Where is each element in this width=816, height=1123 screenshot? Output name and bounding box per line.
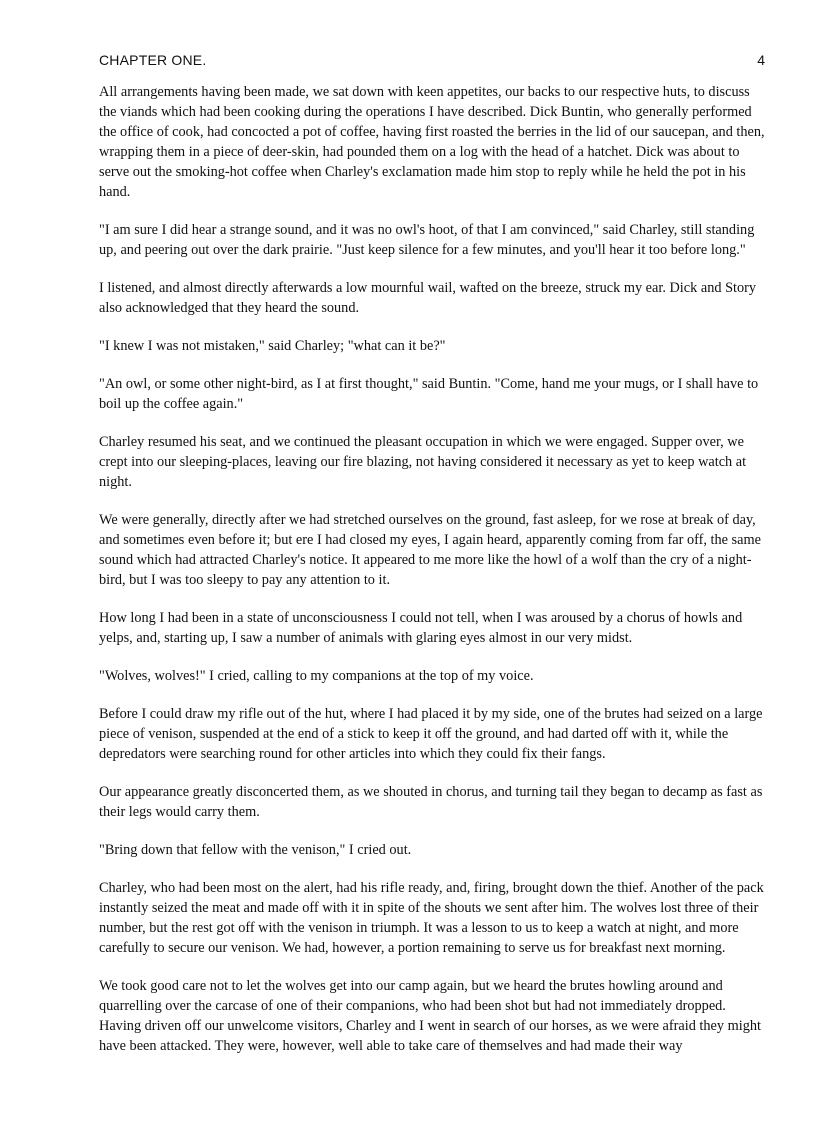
paragraph: Our appearance greatly disconcerted them, as we shouted in chorus, and turning tail they began to decamp as fast as their legs would carry them. bbox=[99, 784, 763, 820]
paragraph: "I am sure I did hear a strange sound, and it was no owl's hoot, of that I am convinced," said Charley, still standing up, and peering out over the dark prairie. "Just keep silence for a few minutes, and you'll hear it too before long." bbox=[99, 222, 755, 258]
paragraph: Before I could draw my rifle out of the hut, where I had placed it by my side, one of the brutes had seized on a large piece of venison, suspended at the end of a stick to keep it off the ground, and had darted off with it, while the depredators were searching round for other articles into which they could fix their fangs. bbox=[99, 706, 763, 762]
paragraph: How long I had been in a state of unconsciousness I could not tell, when I was aroused by a chorus of howls and yelps, and, starting up, I saw a number of animals with glaring eyes almost in our very midst. bbox=[99, 610, 743, 646]
page-header bbox=[99, 52, 765, 72]
page-number: 4 bbox=[757, 52, 765, 68]
paragraph: "I knew I was not mistaken," said Charley; "what can it be?" bbox=[99, 338, 446, 354]
paragraph: "Bring down that fellow with the venison," I cried out. bbox=[99, 842, 412, 858]
chapter-body bbox=[99, 82, 767, 1074]
paragraph: "Wolves, wolves!" I cried, calling to my companions at the top of my voice. bbox=[99, 668, 534, 684]
paragraph: We took good care not to let the wolves get into our camp again, but we heard the brutes howling around and quarrelling over the carcase of one of their companions, who had been shot but had not immediately dropped. Having driven off our unwelcome visitors, Charley and I went in search of our horses, as we were afraid they might have been attacked. They were, however, well able to take care of themselves and had made their way bbox=[99, 978, 761, 1054]
paragraph: Charley, who had been most on the alert, had his rifle ready, and, firing, brought down the thief. Another of the pack instantly seized the meat and made off with it in spite of the shouts we sent after him. The wolves lost three of their number, but the rest got off with the venison in triumph. It was a lesson to us to keep a watch at night, and more carefully to secure our venison. We had, however, a portion remaining to serve us for breakfast next morning. bbox=[99, 880, 764, 956]
paragraph: I listened, and almost directly afterwards a low mournful wail, wafted on the breeze, struck my ear. Dick and Story also acknowledged that they heard the sound. bbox=[99, 280, 757, 316]
paragraph: "An owl, or some other night-bird, as I at first thought," said Buntin. "Come, hand me your mugs, or I shall have to boil up the coffee again." bbox=[99, 376, 759, 412]
chapter-title: CHAPTER ONE. bbox=[99, 52, 207, 68]
paragraph: All arrangements having been made, we sat down with keen appetites, our backs to our respective huts, to discuss the viands which had been cooking during the operations I have described. Dick Buntin, who generally performed the office of cook, had concocted a pot of coffee, having first roasted the berries in the lid of our saucepan, and then, wrapping them in a piece of deer-skin, had pounded them on a log with the head of a hatchet. Dick was about to serve out the smoking-hot coffee when Charley's exclamation made him stop to reply while he held the pot in his hand. bbox=[99, 84, 765, 200]
paragraph: Charley resumed his seat, and we continued the pleasant occupation in which we were engaged. Supper over, we crept into our sleeping-places, leaving our fire blazing, not having considered it necessary as yet to keep watch at night. bbox=[99, 434, 747, 490]
paragraph: We were generally, directly after we had stretched ourselves on the ground, fast asleep, for we rose at break of day, and sometimes even before it; but ere I had closed my eyes, I again heard, apparently coming from far off, the same sound which had attracted Charley's notice. It appeared to me more like the howl of a wolf than the cry of a night-bird, but I was too sleepy to pay any attention to it. bbox=[99, 512, 761, 588]
